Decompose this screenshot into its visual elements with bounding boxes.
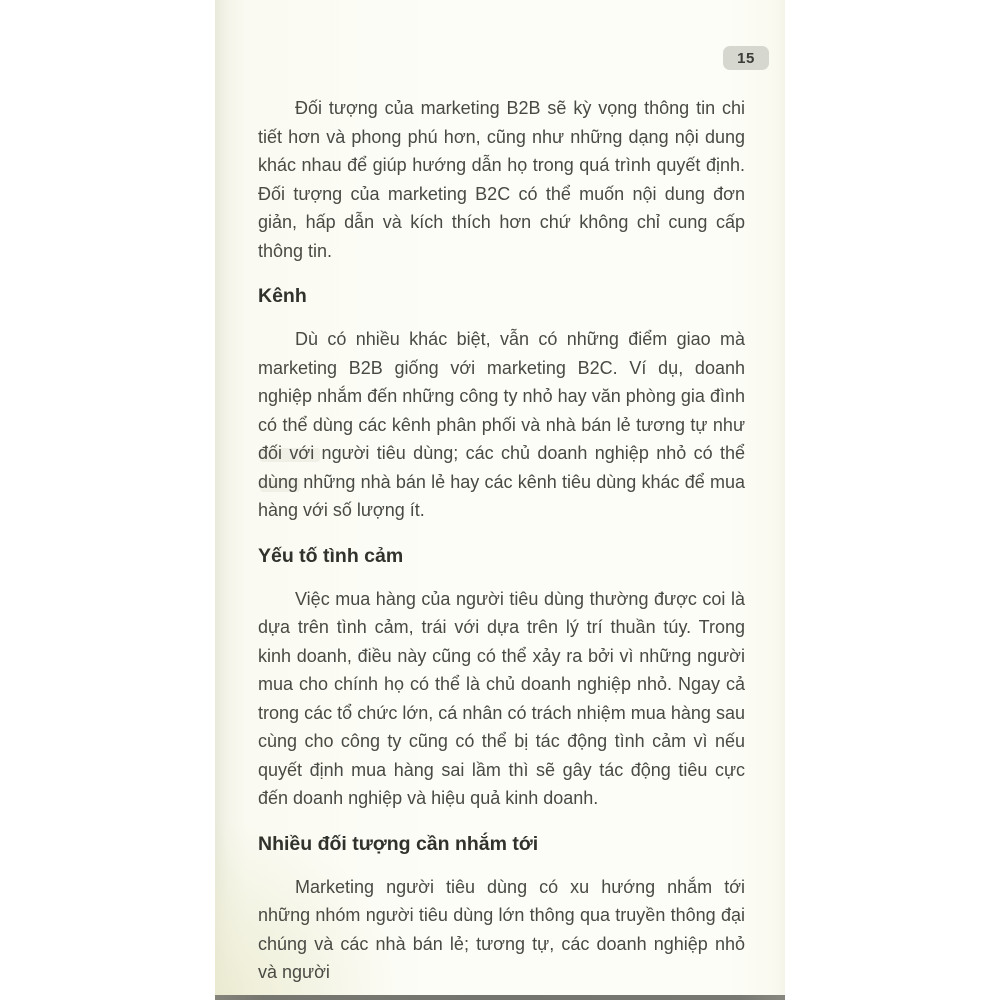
- section-heading-yeu-to-tinh-cam: Yếu tố tình cảm: [258, 544, 404, 567]
- section-heading-nhieu-doi-tuong: Nhiều đối tượng cần nhắm tới: [258, 832, 539, 855]
- book-page: [215, 0, 785, 1000]
- paragraph-intro: Đối tượng của marketing B2B sẽ kỳ vọng thông tin chi tiết hơn và phong phú hơn, cũng như những dạng nội dung khác nhau để giúp hướng dẫn họ trong quá trình quyết định. Đối tượng của marketing B2C có thể muốn nội dung đơn giản, hấp dẫn và kích thích hơn chứ không chỉ cung cấp thông tin.: [258, 98, 745, 261]
- paragraph-kenh: Dù có nhiều khác biệt, vẫn có những điểm giao mà marketing B2B giống với marketing B2C. Ví dụ, doanh nghiệp nhắm đến những công ty nhỏ hay văn phòng gia đình có thể dùng các kênh phân phối và nhà bán lẻ tương tự như đối với người tiêu dùng; các chủ doanh nghiệp nhỏ có thể dùng những nhà bán lẻ hay các kênh tiêu dùng khác để mua hàng với số lượng ít.: [258, 329, 745, 520]
- page-number-badge: [723, 46, 769, 70]
- page-number: 15: [737, 49, 755, 67]
- book-bottom-edge: [215, 995, 785, 1000]
- paragraph-yeu-to-tinh-cam: Việc mua hàng của người tiêu dùng thường được coi là dựa trên tình cảm, trái với dựa trên lý trí thuần túy. Trong kinh doanh, điều này cũng có thể xảy ra bởi vì những người mua cho chính họ có thể là chủ doanh nghiệp nhỏ. Ngay cả trong các tổ chức lớn, cá nhân có trách nhiệm mua hàng sau cùng cho công ty cũng có thể bị tác động tình cảm vì nếu quyết định mua hàng sai lầm thì sẽ gây tác động tiêu cực đến doanh nghiệp và hiệu quả kinh doanh.: [258, 588, 745, 808]
- paragraph-nhieu-doi-tuong: Marketing người tiêu dùng có xu hướng nhắm tới những nhóm người tiêu dùng lớn thông qua truyền thông đại chúng và các nhà bán lẻ; tương tự, các doanh nghiệp nhỏ và người: [258, 876, 745, 982]
- page-content: [258, 94, 745, 987]
- section-heading-kenh: Kênh: [258, 285, 307, 307]
